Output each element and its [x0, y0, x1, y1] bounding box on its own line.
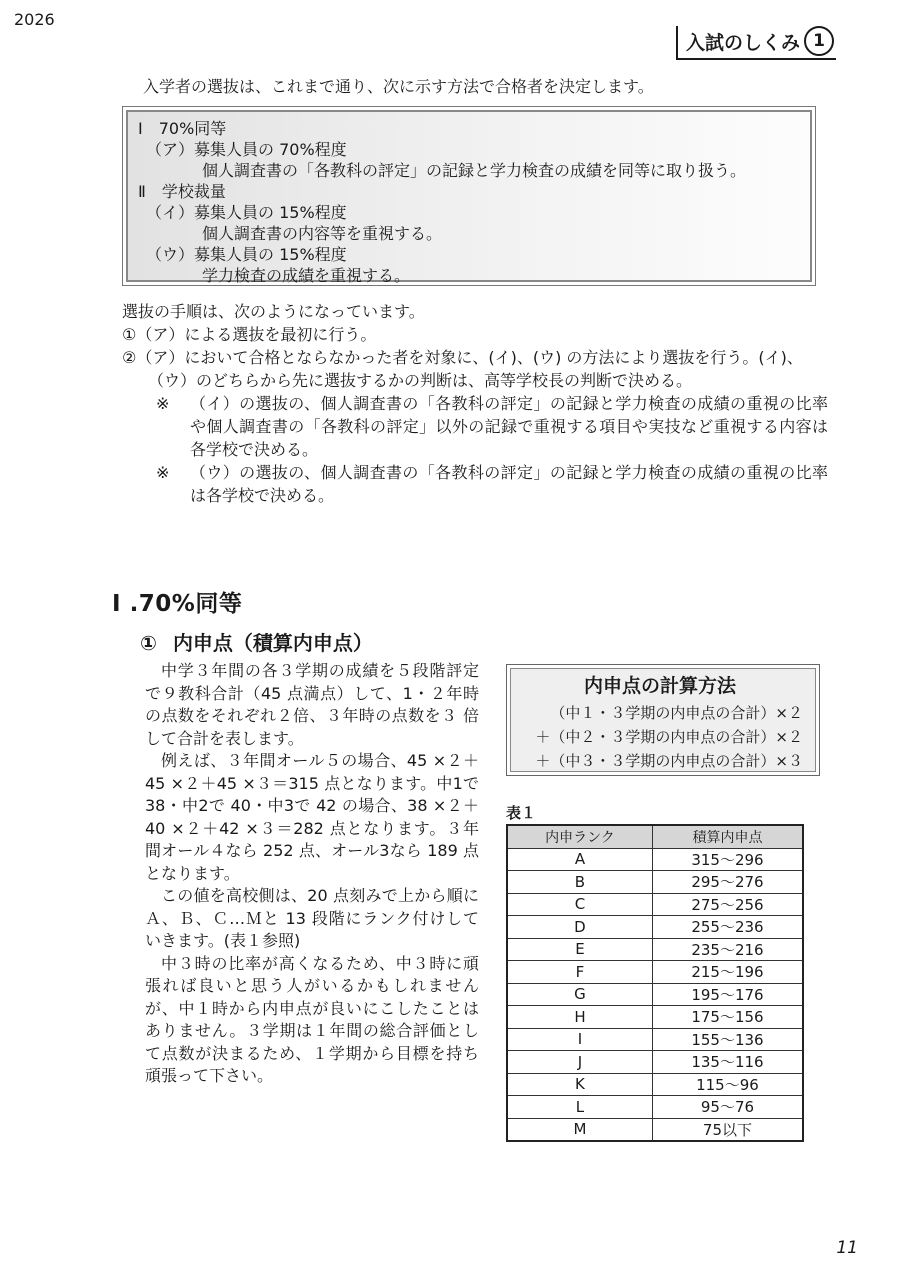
method-line: 個人調査書の内容等を重視する。 [138, 224, 443, 243]
column-header: 積算内申点 [652, 825, 803, 848]
rank-table [506, 824, 804, 1142]
calc-method-box [506, 664, 820, 776]
table-row [507, 1073, 803, 1096]
selection-method-list [126, 110, 812, 285]
rank-cell: I [507, 1028, 652, 1051]
method-line: （イ）募集人員の 15%程度 [138, 203, 347, 222]
rank-cell: B [507, 871, 652, 894]
body-paragraph: この値を高校側は、20 点刻みで上から順にＡ、Ｂ、Ｃ…Ｍと 13 段階にランク付けしていきます。(表１参照) [145, 886, 479, 950]
table-row [507, 1118, 803, 1141]
score-range-cell: 115～96 [652, 1073, 803, 1096]
score-range-cell: 155～136 [652, 1028, 803, 1051]
table-row [507, 983, 803, 1006]
page-number: 11 [836, 1238, 858, 1258]
rank-cell: M [507, 1118, 652, 1141]
section-title: Ⅰ .70%同等 [112, 591, 243, 617]
rank-cell: E [507, 938, 652, 961]
table-row [507, 961, 803, 984]
table-row [507, 1051, 803, 1074]
rank-cell: J [507, 1051, 652, 1074]
chapter-label: 入試のしくみ [685, 31, 800, 54]
calc-method-title: 内申点の計算方法 [583, 675, 736, 697]
method-line: Ⅱ 学校裁量 [138, 182, 226, 201]
score-range-cell: 255～236 [652, 916, 803, 939]
note-1-text: （イ）の選抜の、個人調査書の「各教科の評定」の記録と学力検査の成績の重視の比率や個人調査書の「各教科の評定」以外の記録で重視する項目や実技など重視する内容は各学校で決める。 [190, 394, 828, 459]
table-row [507, 893, 803, 916]
rank-cell: H [507, 1006, 652, 1029]
year-label: 2026 [14, 10, 55, 29]
table-header-row [507, 825, 803, 848]
subsection-title [140, 627, 373, 656]
score-range-cell: 195～176 [652, 983, 803, 1006]
body-paragraph: 中３時の比率が高くなるため、中３時に頑張れば良いと思う人がいるかもしれませんが、中１時から内申点が良いにこしたことはありません。３学期は１年間の総合評価として点数が決まるため、１学期から目標を持ち頑張って下さい。 [145, 953, 479, 1085]
rank-cell: D [507, 916, 652, 939]
calc-line: ＋（中２・３学期の内申点の合計）×２ [535, 728, 803, 746]
body-text [145, 660, 479, 1088]
rank-cell: F [507, 961, 652, 984]
chapter-heading [676, 26, 836, 60]
score-range-cell: 235～216 [652, 938, 803, 961]
column-header: 内申ランク [507, 825, 652, 848]
method-line: 個人調査書の「各教科の評定」の記録と学力検査の成績を同等に取り扱う。 [138, 161, 747, 180]
selection-steps [122, 300, 828, 507]
score-range-cell: 95～76 [652, 1096, 803, 1119]
method-line: Ⅰ 70%同等 [138, 119, 227, 138]
rank-cell: L [507, 1096, 652, 1119]
score-range-cell: 215～196 [652, 961, 803, 984]
method-line: 学力検査の成績を重視する。 [138, 266, 411, 285]
subsection-label: 内申点（積算内申点） [172, 631, 373, 655]
score-range-cell: 275～256 [652, 893, 803, 916]
note-2-text: （ウ）の選抜の、個人調査書の「各教科の評定」の記録と学力検査の成績の重視の比率は各学校で決める。 [190, 463, 828, 505]
intro-text: 入学者の選抜は、これまで通り、次に示す方法で合格者を決定します。 [143, 77, 654, 96]
body-paragraph: 例えば、３年間オール５の場合、45 ×２＋45 ×２＋45 ×３＝315 点となります。中1で 38・中2で 40・中3で 42 の場合、38 ×２＋40 ×２＋42 ×３＝282 点となります。３年間オール４なら 252 点、オール3なら 189 点となります。 [145, 751, 479, 883]
table-row [507, 1006, 803, 1029]
body-paragraph: 中学３年間の各３学期の成績を５段階評定で９教科合計（45 点満点）して、1・２年時の点数をそれぞれ２倍、３年時の点数を３ 倍して合計を表します。 [145, 661, 479, 748]
table-row [507, 871, 803, 894]
step-2-line-1: ②（ア）において合格とならなかった者を対象に、(イ)、(ウ) の方法により選抜を行う。(イ)、 [122, 348, 803, 367]
rank-cell: A [507, 848, 652, 871]
step-1: ①（ア）による選抜を最初に行う。 [122, 325, 377, 344]
subsection-number: ① [140, 631, 157, 655]
score-range-cell: 295～276 [652, 871, 803, 894]
table-row [507, 1096, 803, 1119]
table-row [507, 938, 803, 961]
selection-method-box [122, 106, 816, 286]
rank-cell: K [507, 1073, 652, 1096]
method-line: （ウ）募集人員の 15%程度 [138, 245, 347, 264]
rank-table-body [507, 848, 803, 1141]
steps-heading: 選抜の手順は、次のようになっています。 [122, 302, 425, 321]
method-line: （ア）募集人員の 70%程度 [138, 140, 347, 159]
rank-cell: C [507, 893, 652, 916]
table-row [507, 1028, 803, 1051]
rank-cell: G [507, 983, 652, 1006]
score-range-cell: 315～296 [652, 848, 803, 871]
table-row [507, 848, 803, 871]
note-1 [122, 392, 828, 461]
step-2-line-2: （ウ）のどちらから先に選抜するかの判断は、高等学校長の判断で決める。 [148, 371, 693, 390]
table-label: 表１ [506, 804, 537, 822]
calc-line: （中１・３学期の内申点の合計）×２ [550, 704, 803, 722]
chapter-number: 1 [804, 26, 834, 56]
note-mark: ※ [156, 394, 170, 413]
score-range-cell: 135～116 [652, 1051, 803, 1074]
score-range-cell: 175～156 [652, 1006, 803, 1029]
score-range-cell: 75以下 [652, 1118, 803, 1141]
table-row [507, 916, 803, 939]
calc-method-inner [510, 668, 816, 772]
note-2 [122, 461, 828, 507]
note-mark: ※ [156, 463, 170, 482]
calc-line: ＋（中３・３学期の内申点の合計）×３ [535, 752, 803, 770]
